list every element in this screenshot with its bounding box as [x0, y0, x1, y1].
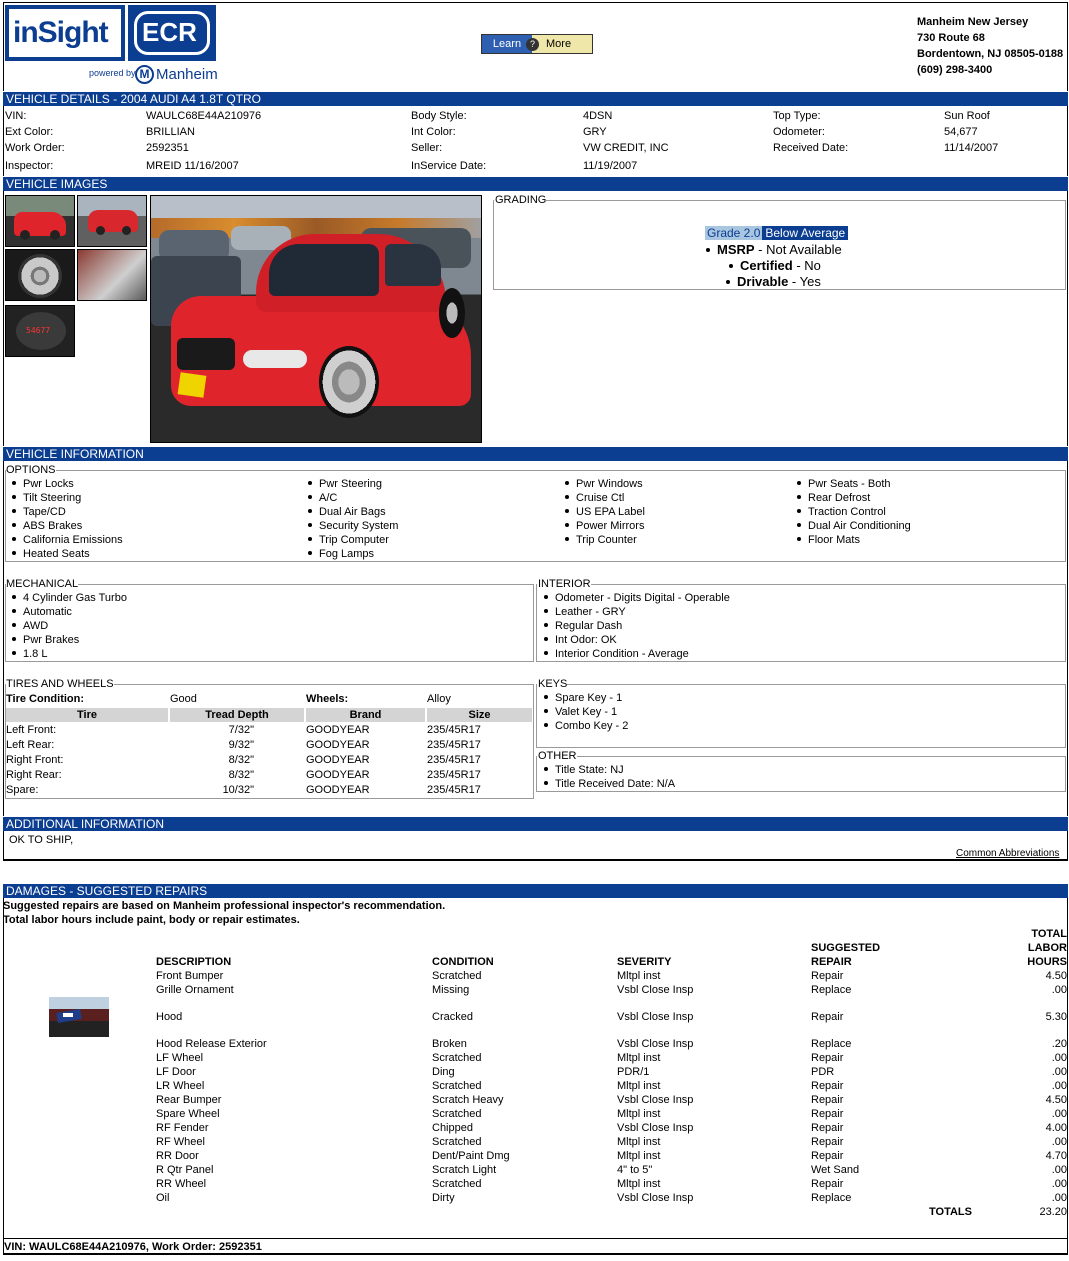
detail-label: Body Style: [411, 110, 467, 122]
detail-value: BRILLIAN [146, 126, 195, 138]
mechanical-item: 4 Cylinder Gas Turbo [12, 592, 127, 604]
tire-brand: GOODYEAR [306, 769, 370, 781]
damage-severity: 4" to 5" [617, 1164, 653, 1176]
tire-size: 235/45R17 [427, 769, 481, 781]
damage-photo[interactable] [49, 997, 109, 1037]
option-item: Pwr Seats - Both [797, 478, 891, 490]
vehicle-details-bar: VEHICLE DETAILS - 2004 AUDI A4 1.8T QTRO [3, 91, 1068, 106]
option-item: Trip Counter [565, 534, 637, 546]
powered-by-label: powered by [89, 68, 136, 78]
damage-labor-hours: 4.70 [1045, 1150, 1067, 1162]
damage-labor-hours: .00 [1051, 1108, 1067, 1120]
damage-labor-hours: .20 [1051, 1038, 1067, 1050]
damage-severity: Vsbl Close Insp [617, 1122, 694, 1134]
damage-condition: Scratch Light [432, 1164, 497, 1176]
tire-position: Spare: [6, 784, 39, 796]
mechanical-item: Automatic [12, 606, 72, 618]
damage-description: R Qtr Panel [156, 1164, 214, 1176]
mechanical-item: Pwr Brakes [12, 634, 79, 646]
damage-condition: Broken [432, 1038, 467, 1050]
damage-description: Hood Release Exterior [156, 1038, 267, 1050]
damage-severity: Mltpl inst [617, 1108, 661, 1120]
tire-size: 235/45R17 [427, 739, 481, 751]
car-windshield [269, 244, 379, 296]
damage-labor-hours: .00 [1051, 1052, 1067, 1064]
keys-item: Valet Key - 1 [544, 706, 617, 718]
detail-value: 11/14/2007 [944, 142, 999, 154]
damage-description: LR Wheel [156, 1080, 205, 1092]
detail-label: Seller: [411, 142, 443, 154]
tire-brand: GOODYEAR [306, 724, 370, 736]
col-repair-header-2: REPAIR [811, 956, 852, 968]
grading-msrp: MSRP - Not Available [706, 242, 842, 257]
learn-more-button[interactable] [481, 34, 593, 54]
interior-item: Leather - GRY [544, 606, 626, 618]
col-labor-header-2: LABOR [1027, 942, 1067, 954]
damage-repair: Repair [811, 1052, 844, 1064]
detail-value: Sun Roof [944, 110, 990, 122]
detail-label: Received Date: [773, 142, 849, 154]
keys-label: KEYS [538, 678, 568, 690]
wheels-label: Wheels: [306, 693, 349, 705]
damage-condition: Ding [432, 1066, 455, 1078]
tire-tread-depth: 7/32" [228, 724, 254, 736]
damage-repair: Replace [811, 1038, 852, 1050]
ecr-logo: ECR [128, 5, 216, 61]
damage-severity: Mltpl inst [617, 1136, 661, 1148]
option-item: Dual Air Conditioning [797, 520, 911, 532]
option-item: Pwr Locks [12, 478, 74, 490]
interior-item: Odometer - Digits Digital - Operable [544, 592, 730, 604]
damage-condition: Cracked [432, 1011, 473, 1023]
option-item: Tilt Steering [12, 492, 81, 504]
tire-position: Left Front: [6, 724, 57, 736]
thumbnail-rear[interactable] [77, 195, 147, 247]
auction-address: Manheim New Jersey 730 Route 68 Bordentown, NJ 08505-0188 (609) 298-3400 [917, 16, 1064, 76]
mechanical-item: 1.8 L [12, 648, 47, 660]
footer-divider [3, 1238, 1068, 1239]
footer-vin: VIN: WAULC68E44A210976, Work Order: 2592351 [4, 1241, 262, 1253]
detail-label: VIN: [5, 110, 27, 122]
option-item: Floor Mats [797, 534, 860, 546]
thumbnail-interior[interactable] [77, 249, 147, 301]
common-abbreviations-link[interactable]: Common Abbreviations [956, 848, 1060, 859]
damage-condition: Scratched [432, 1108, 482, 1120]
damage-labor-hours: .00 [1051, 1080, 1067, 1092]
option-item: Rear Defrost [797, 492, 870, 504]
damage-repair: Repair [811, 1011, 844, 1023]
car-rear-wheel [439, 288, 465, 338]
damages-note-1: Suggested repairs are based on Manheim professional inspector's recommendation. [3, 900, 446, 912]
tire-tread-depth: 10/32" [222, 784, 254, 796]
help-icon: ? [526, 38, 539, 51]
col-repair-header-1: SUGGESTED [811, 942, 881, 954]
option-item: Pwr Windows [565, 478, 643, 490]
car-headlight [243, 350, 307, 368]
damage-condition: Scratch Heavy [432, 1094, 504, 1106]
col-labor-header-1: TOTAL [1031, 928, 1067, 940]
damage-condition: Missing [432, 984, 470, 996]
option-item: Pwr Steering [308, 478, 382, 490]
tire-size: 235/45R17 [427, 784, 481, 796]
detail-value: GRY [583, 126, 607, 138]
car-grille [177, 338, 235, 370]
main-vehicle-photo[interactable] [150, 195, 482, 443]
col-description-header: DESCRIPTION [156, 956, 232, 968]
interior-label: INTERIOR [538, 578, 591, 590]
tire-table-header: Brand [306, 708, 425, 722]
damage-severity: Vsbl Close Insp [617, 1192, 694, 1204]
damage-labor-hours: .00 [1051, 984, 1067, 996]
tire-brand: GOODYEAR [306, 784, 370, 796]
insight-logo: inSight [5, 5, 125, 61]
keys-item: Spare Key - 1 [544, 692, 622, 704]
damage-description: Front Bumper [156, 970, 224, 982]
damage-repair: Replace [811, 1192, 852, 1204]
tire-condition-label: Tire Condition: [6, 693, 85, 705]
option-item: Fog Lamps [308, 548, 374, 560]
damage-severity: Mltpl inst [617, 1052, 661, 1064]
damage-repair: PDR [811, 1066, 835, 1078]
detail-value: 2592351 [146, 142, 189, 154]
damage-description: Spare Wheel [156, 1108, 220, 1120]
grade-badge: Grade 2.0 Below Average [705, 226, 848, 240]
damage-description: Rear Bumper [156, 1094, 222, 1106]
damage-condition: Scratched [432, 1052, 482, 1064]
damage-description: RF Fender [156, 1122, 209, 1134]
mechanical-item: AWD [12, 620, 48, 632]
detail-value: WAULC68E44A210976 [146, 110, 262, 122]
damages-note-2: Total labor hours include paint, body or repair estimates. [3, 914, 300, 926]
damage-description: Hood [156, 1011, 183, 1023]
damage-severity: Vsbl Close Insp [617, 1094, 694, 1106]
detail-value: 54,677 [944, 126, 978, 138]
thumbnail-wheel[interactable] [5, 249, 75, 301]
damage-description: Grille Ornament [156, 984, 234, 996]
detail-value: 4DSN [583, 110, 613, 122]
damage-description: LF Door [156, 1066, 196, 1078]
damage-severity: Mltpl inst [617, 1150, 661, 1162]
damage-severity: Mltpl inst [617, 1178, 661, 1190]
interior-item: Int Odor: OK [544, 634, 617, 646]
car-license-plate [178, 372, 207, 397]
damages-bar: DAMAGES - SUGGESTED REPAIRS [3, 883, 1068, 898]
tire-position: Right Rear: [6, 769, 62, 781]
damage-labor-hours: 4.00 [1045, 1122, 1067, 1134]
tire-size: 235/45R17 [427, 724, 481, 736]
damage-condition: Scratched [432, 1080, 482, 1092]
option-item: US EPA Label [565, 506, 645, 518]
totals-label: TOTALS [929, 1206, 972, 1218]
damage-labor-hours: 4.50 [1045, 970, 1067, 982]
damage-labor-hours: 4.50 [1045, 1094, 1067, 1106]
damage-repair: Repair [811, 1080, 844, 1092]
damage-labor-hours: .00 [1051, 1066, 1067, 1078]
other-item: Title Received Date: N/A [544, 778, 675, 790]
detail-label: Int Color: [411, 126, 456, 138]
damage-repair: Repair [811, 1136, 844, 1148]
damage-description: RF Wheel [156, 1136, 205, 1148]
damage-description: RR Door [156, 1150, 199, 1162]
damage-repair: Repair [811, 1150, 844, 1162]
damage-labor-hours: .00 [1051, 1192, 1067, 1204]
option-item: Traction Control [797, 506, 886, 518]
damage-condition: Dirty [432, 1192, 455, 1204]
damage-condition: Scratched [432, 1136, 482, 1148]
tire-brand: GOODYEAR [306, 739, 370, 751]
other-item: Title State: NJ [544, 764, 624, 776]
tire-table-header: Tread Depth [170, 708, 304, 722]
thumbnail-front[interactable] [5, 195, 75, 247]
col-condition-header: CONDITION [432, 956, 494, 968]
tires-label: TIRES AND WHEELS [6, 678, 114, 690]
tire-position: Left Rear: [6, 739, 55, 751]
option-item: Security System [308, 520, 398, 532]
damage-severity: Mltpl inst [617, 1080, 661, 1092]
damage-description: RR Wheel [156, 1178, 207, 1190]
interior-item: Regular Dash [544, 620, 622, 632]
damage-labor-hours: 5.30 [1045, 1011, 1067, 1023]
vehicle-information-bar: VEHICLE INFORMATION [3, 446, 1068, 461]
tire-position: Right Front: [6, 754, 64, 766]
damage-severity: Vsbl Close Insp [617, 1011, 694, 1023]
options-box [5, 470, 1066, 562]
tire-table-header: Size [427, 708, 532, 722]
damage-condition: Dent/Paint Dmg [432, 1150, 510, 1162]
car-side-window [385, 244, 441, 286]
tire-tread-depth: 8/32" [228, 769, 254, 781]
tire-size: 235/45R17 [427, 754, 481, 766]
manheim-m-icon: M [135, 65, 154, 84]
col-severity-header: SEVERITY [617, 956, 672, 968]
more-button[interactable]: More [532, 35, 592, 53]
grading-certified: Certified - No [729, 258, 821, 273]
detail-value: MREID 11/16/2007 [146, 160, 239, 172]
damage-repair: Repair [811, 1094, 844, 1106]
tire-tread-depth: 8/32" [228, 754, 254, 766]
detail-label: Top Type: [773, 110, 821, 122]
additional-information-bar: ADDITIONAL INFORMATION [3, 816, 1068, 831]
wheels-value: Alloy [427, 693, 451, 705]
damage-severity: PDR/1 [617, 1066, 650, 1078]
damage-repair: Repair [811, 1122, 844, 1134]
detail-label: Ext Color: [5, 126, 54, 138]
tire-brand: GOODYEAR [306, 754, 370, 766]
grading-drivable: Drivable - Yes [726, 274, 821, 289]
damage-condition: Scratched [432, 1178, 482, 1190]
option-item: Trip Computer [308, 534, 389, 546]
option-item: California Emissions [12, 534, 123, 546]
manheim-logo: Manheim [156, 66, 218, 83]
damage-repair: Replace [811, 984, 852, 996]
vehicle-images-bar: VEHICLE IMAGES [3, 176, 1068, 191]
damage-labor-hours: .00 [1051, 1136, 1067, 1148]
thumbnail-odometer[interactable]: 54677 [5, 305, 75, 357]
tire-table-header: Tire [6, 708, 168, 722]
option-item: ABS Brakes [12, 520, 82, 532]
totals-value: 23.20 [1039, 1206, 1067, 1218]
damage-description: LF Wheel [156, 1052, 204, 1064]
interior-item: Interior Condition - Average [544, 648, 689, 660]
damage-description: Oil [156, 1192, 170, 1204]
additional-text: OK TO SHIP, [9, 834, 74, 846]
option-item: Dual Air Bags [308, 506, 386, 518]
tire-condition-value: Good [170, 693, 197, 705]
damage-repair: Repair [811, 1108, 844, 1120]
detail-value: VW CREDIT, INC [583, 142, 669, 154]
damage-labor-hours: .00 [1051, 1178, 1067, 1190]
tire-tread-depth: 9/32" [228, 739, 254, 751]
option-item: Power Mirrors [565, 520, 644, 532]
detail-value: 11/19/2007 [583, 160, 638, 172]
detail-label: Inspector: [5, 160, 54, 172]
keys-item: Combo Key - 2 [544, 720, 628, 732]
damage-repair: Repair [811, 1178, 844, 1190]
damage-condition: Scratched [432, 970, 482, 982]
options-label: OPTIONS [6, 464, 56, 476]
option-item: A/C [308, 492, 337, 504]
option-item: Heated Seats [12, 548, 90, 560]
learn-button[interactable]: Learn ? [482, 35, 532, 53]
option-item: Tape/CD [12, 506, 66, 518]
detail-label: Odometer: [773, 126, 825, 138]
other-label: OTHER [538, 750, 577, 762]
damage-labor-hours: .00 [1051, 1164, 1067, 1176]
mechanical-label: MECHANICAL [6, 578, 79, 590]
grading-label: GRADING [495, 194, 547, 206]
damage-repair: Repair [811, 970, 844, 982]
damage-severity: Mltpl inst [617, 970, 661, 982]
damage-severity: Vsbl Close Insp [617, 984, 694, 996]
damage-severity: Vsbl Close Insp [617, 1038, 694, 1050]
col-labor-header-3: HOURS [1027, 956, 1067, 968]
damage-repair: Wet Sand [811, 1164, 860, 1176]
car-front-wheel [319, 346, 379, 418]
option-item: Cruise Ctl [565, 492, 624, 504]
detail-label: InService Date: [411, 160, 487, 172]
damage-condition: Chipped [432, 1122, 473, 1134]
detail-label: Work Order: [5, 142, 65, 154]
